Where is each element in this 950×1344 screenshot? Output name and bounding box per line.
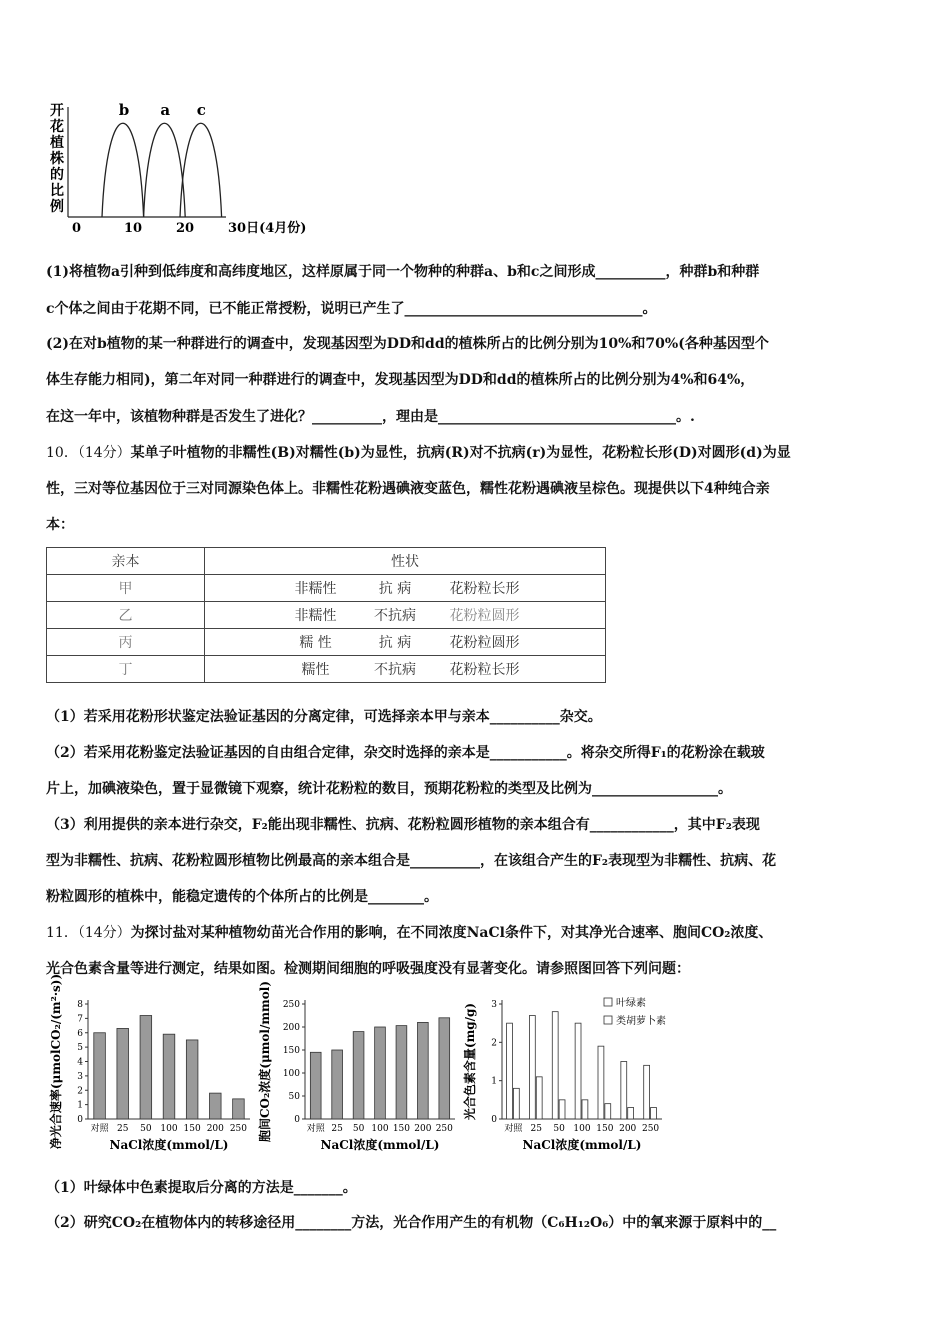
y-label-char: 例 <box>50 199 64 215</box>
legend-swatch <box>604 1016 612 1024</box>
bar <box>396 1026 407 1119</box>
trait-2: 抗 病 <box>378 635 412 651</box>
y-tick-label: 3 <box>77 1071 83 1082</box>
x-tick-label: 250 <box>435 1124 453 1134</box>
trait-3: 花粉粒圆形 <box>449 635 520 651</box>
x-tick-label: 100 <box>371 1124 389 1134</box>
bar <box>529 1016 535 1120</box>
x-tick-label: 250 <box>641 1124 660 1134</box>
trait-3: 花粉粒长形 <box>449 662 520 678</box>
pigment-content-chart <box>460 992 675 1162</box>
bar <box>644 1065 650 1119</box>
table-row <box>47 629 606 656</box>
q11-sub1: （1）叶绿体中色素提取后分离的方法是_______。 <box>46 1180 357 1196</box>
y-tick-label: 7 <box>77 1014 83 1025</box>
x-tick-label: 50 <box>140 1124 152 1134</box>
y-tick-label: 150 <box>282 1046 300 1056</box>
q11-line1 <box>46 923 908 943</box>
x-tick-label: 100 <box>160 1124 178 1134</box>
y-tick-label: 0 <box>491 1115 497 1125</box>
x-tick-label: 30日(4月份) <box>228 221 307 236</box>
bar <box>536 1077 542 1119</box>
x-tick-label: 25 <box>530 1124 543 1134</box>
bar <box>210 1093 222 1119</box>
x-tick-label: 200 <box>619 1124 637 1134</box>
header-trait: 性状 <box>205 548 606 575</box>
bar <box>375 1027 386 1119</box>
q10-line1 <box>46 443 908 463</box>
y-tick-label: 1 <box>491 1076 497 1087</box>
bar <box>186 1040 198 1119</box>
curve-label: b <box>118 101 130 119</box>
bar <box>552 1012 558 1119</box>
y-tick-label: 200 <box>282 1023 300 1033</box>
flowering-curve-a <box>144 123 186 217</box>
legend-swatch <box>604 998 612 1006</box>
parent-cell: 甲 <box>47 575 205 602</box>
parent-cell: 丙 <box>47 629 205 656</box>
x-tick-label: 50 <box>553 1124 565 1134</box>
bar <box>651 1108 657 1120</box>
y-label-char: 花 <box>50 119 64 135</box>
trait-1: 非糯性 <box>294 608 337 624</box>
trait-cell <box>205 629 606 656</box>
flowering-chart <box>46 95 307 236</box>
y-axis-label: 净光合速率(μmolCO₂/(m²·s)) <box>49 973 63 1150</box>
x-tick-label: 25 <box>331 1124 343 1134</box>
bar <box>353 1032 364 1119</box>
bar <box>575 1023 581 1119</box>
trait-1: 糯 性 <box>299 635 332 651</box>
table-row <box>47 602 606 629</box>
q9-part1-line2: c个体之间由于花期不同，已不能正常授粉，说明已产生了__________________________________。 <box>46 301 657 317</box>
y-label-char: 开 <box>50 103 64 119</box>
y-tick-label: 50 <box>288 1092 300 1102</box>
table-header-row <box>47 548 606 575</box>
x-axis-label: NaCl浓度(mmol/L) <box>109 1138 229 1152</box>
bar <box>605 1104 611 1119</box>
q10-sub1: （1）若采用花粉形状鉴定法验证基因的分离定律，可选择亲本甲与亲本__________杂交。 <box>46 709 602 725</box>
trait-cell <box>205 656 606 683</box>
x-tick-label: 100 <box>573 1124 591 1134</box>
q10-sub3-line1: （3）利用提供的亲本进行杂交，F₂能出现非糯性、抗病、花粉粒圆形植物的亲本组合有____________，其中F₂表现 <box>46 817 760 833</box>
q10-line3: 本： <box>46 517 74 533</box>
bar <box>163 1034 175 1119</box>
bar <box>628 1108 634 1120</box>
q9-part2-line2: 体生存能力相同)，第二年对同一种群进行的调查中，发现基因型为DD和dd的植株所占的比例分别为4%和64%， <box>46 372 755 388</box>
y-tick-label: 100 <box>282 1069 300 1079</box>
x-axis-label: NaCl浓度(mmol/L) <box>522 1138 642 1152</box>
q11-sub2: （2）研究CO₂在植物体内的转移途径用________方法，光合作用产生的有机物（C₆H₁₂O₆）中的氧来源于原料中的__ <box>46 1215 777 1231</box>
curve-label: a <box>160 101 171 119</box>
y-label-char: 植 <box>50 135 64 151</box>
y-tick-label: 0 <box>294 1115 300 1125</box>
y-tick-label: 0 <box>77 1115 83 1125</box>
q11-line2: 光合色素含量等进行测定，结果如图。检测期间细胞的呼吸强度没有显著变化。请参照图回答下列问题： <box>46 961 690 977</box>
table-row <box>47 656 606 683</box>
bar <box>582 1100 588 1119</box>
q10-sub3-line2: 型为非糯性、抗病、花粉粒圆形植物比例最高的亲本组合是__________，在该组合产生的F₂表现型为非糯性、抗病、花 <box>46 853 777 869</box>
trait-2: 抗 病 <box>378 581 412 597</box>
x-tick-label: 150 <box>392 1124 411 1134</box>
q10-line2: 性，三对等位基因位于三对同源染色体上。非糯性花粉遇碘液变蓝色，糯性花粉遇碘液呈棕色。现提供以下4种纯合亲 <box>46 481 770 497</box>
q9-part2-line1: (2)在对b植物的某一种群进行的调查中，发现基因型为DD和dd的植株所占的比例分别为10%和70%(各种基因型个 <box>46 336 769 352</box>
trait-3: 花粉粒圆形 <box>449 608 520 624</box>
bar <box>233 1099 245 1119</box>
x-tick-label: 250 <box>229 1124 248 1134</box>
header-parent: 亲本 <box>47 548 205 575</box>
x-tick-label: 150 <box>183 1124 201 1134</box>
bar <box>332 1050 343 1119</box>
trait-2: 不抗病 <box>374 662 416 678</box>
q10-number: 10．（14分） <box>46 445 131 461</box>
q9-part1-line1: (1)将植物a引种到低纬度和高纬度地区，这样原属于同一个物种的种群a、b和c之间形成__________，种群b和种群 <box>46 264 760 280</box>
x-tick-label: 200 <box>414 1124 432 1134</box>
y-tick-label: 1 <box>77 1100 83 1111</box>
net-photosynthesis-chart <box>46 973 261 1162</box>
trait-3: 花粉粒长形 <box>449 581 520 597</box>
parent-cell: 丁 <box>47 656 205 683</box>
y-tick-label: 2 <box>491 1038 497 1049</box>
x-tick-label: 对照 <box>504 1124 523 1134</box>
x-tick-label: 对照 <box>90 1124 109 1134</box>
x-tick-label: 0 <box>72 221 82 236</box>
y-axis-label: 光合色素含量(mg/g) <box>463 1002 477 1121</box>
bar <box>598 1046 604 1119</box>
flowering-curve-b <box>102 123 144 217</box>
bar <box>310 1052 321 1119</box>
intercellular-co2-chart <box>255 981 465 1162</box>
bar <box>559 1100 565 1119</box>
parent-trait-table <box>46 547 606 683</box>
bar <box>94 1033 106 1119</box>
parent-cell: 乙 <box>47 602 205 629</box>
y-label-char: 的 <box>50 167 64 183</box>
y-tick-label: 8 <box>77 1000 83 1010</box>
y-label-char: 比 <box>50 183 64 199</box>
bar <box>140 1016 152 1120</box>
q10-sub2-line1: （2）若采用花粉鉴定法验证基因的自由组合定律，杂交时选择的亲本是___________。将杂交所得F₁的花粉涂在载玻 <box>46 745 765 761</box>
x-tick-label: 20 <box>176 221 195 236</box>
x-axis-label: NaCl浓度(mmol/L) <box>320 1138 440 1152</box>
legend-label: 叶绿素 <box>616 998 646 1009</box>
y-axis-label: 胞间CO₂浓度(μmol/mmol) <box>258 981 272 1142</box>
bar <box>418 1022 429 1119</box>
y-tick-label: 4 <box>77 1057 83 1068</box>
y-tick-label: 3 <box>491 1000 497 1010</box>
y-tick-label: 5 <box>77 1043 83 1054</box>
table-row <box>47 575 606 602</box>
x-tick-label: 150 <box>596 1124 614 1134</box>
q11-number: 11．（14分） <box>46 925 131 941</box>
q10-stem-1: 某单子叶植物的非糯性(B)对糯性(b)为显性，抗病(R)对不抗病(r)为显性，花粉粒长形(D)对圆形(d)为显 <box>130 445 791 461</box>
x-tick-label: 200 <box>206 1124 224 1134</box>
y-tick-label: 250 <box>282 1000 300 1010</box>
x-tick-label: 50 <box>352 1124 365 1134</box>
bar <box>513 1088 519 1119</box>
y-tick-label: 2 <box>77 1086 83 1097</box>
legend-label: 类胡萝卜素 <box>616 1016 666 1027</box>
q11-stem-1: 为探讨盐对某种植物幼苗光合作用的影响，在不同浓度NaCl条件下，对其净光合速率、胞间CO₂浓度、 <box>130 925 773 941</box>
bar <box>507 1023 513 1119</box>
x-tick-label: 10 <box>124 221 143 236</box>
curve-label: c <box>196 101 206 119</box>
x-tick-label: 25 <box>116 1124 129 1134</box>
q10-sub3-line3: 粉粒圆形的植株中，能稳定遗传的个体所占的比例是________。 <box>46 889 438 905</box>
flowering-curve-c <box>180 123 222 217</box>
trait-1: 非糯性 <box>294 581 337 597</box>
x-tick-label: 对照 <box>306 1124 325 1134</box>
bar <box>621 1062 627 1120</box>
q10-sub2-line2: 片上，加碘液染色，置于显微镜下观察，统计花粉粒的数目，预期花粉粒的类型及比例为__________________。 <box>46 781 732 797</box>
y-label-char: 株 <box>50 151 64 167</box>
q9-part2-line3: 在这一年中，该植物种群是否发生了进化？__________，理由是__________________________________。. <box>46 409 695 425</box>
y-tick-label: 6 <box>77 1028 83 1039</box>
trait-1: 糯性 <box>301 662 330 678</box>
trait-2: 不抗病 <box>374 608 416 624</box>
bar <box>117 1028 129 1119</box>
trait-cell <box>205 575 606 602</box>
bar <box>439 1018 450 1119</box>
trait-cell <box>205 602 606 629</box>
